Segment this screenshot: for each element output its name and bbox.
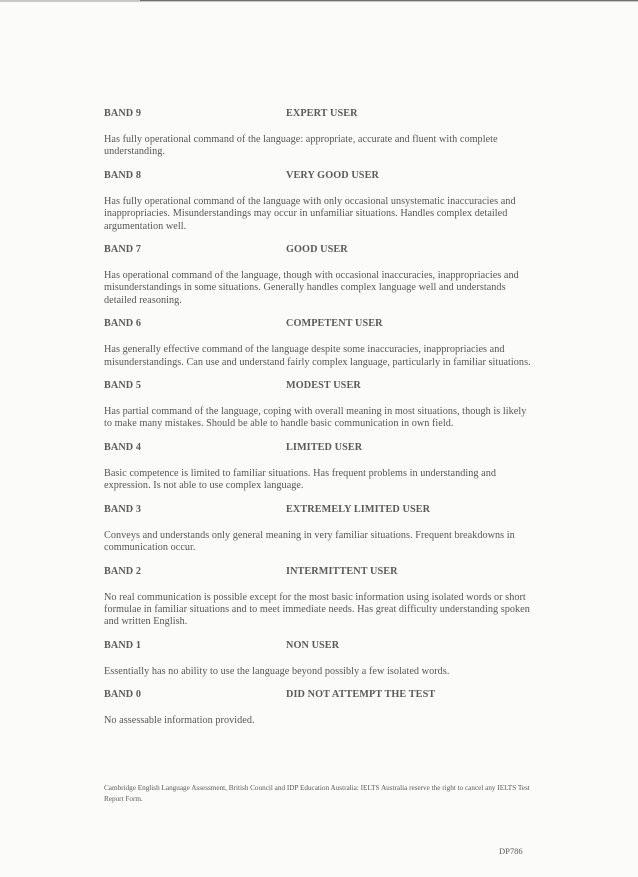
band-description: Has generally effective command of the language despite some inaccuracies, inappropriacies and misunderstandings. Can use and understand fairly complex language, particularly in familiar situations.	[104, 344, 531, 368]
band-description: No assessable information provided.	[104, 715, 255, 727]
band-user-level: INTERMITTENT USER	[286, 565, 398, 577]
band-2	[104, 566, 534, 640]
band-number: BAND 6	[104, 318, 142, 330]
band-4	[104, 442, 534, 504]
band-number: BAND 3	[104, 503, 142, 515]
band-5	[104, 380, 534, 442]
band-description: Has fully operational command of the language with only occasional unsystematic inaccuracies and inappropriacies. Misunderstandings may occur in unfamiliar situations. Handles complex detailed argumentation well.	[104, 195, 516, 232]
band-heading	[104, 108, 534, 122]
band-description: No real communication is possible except for the most basic information using isolated words or short formulae in familiar situations and to meet immediate needs. Has great difficulty understanding spoken and written English.	[104, 591, 530, 628]
footer-disclaimer: Cambridge English Language Assessment, British Council and IDP Education Australia: IELTS Australia reserve the right to cancel any IELTS Test Report Form.	[104, 784, 530, 803]
band-description: Essentially has no ability to use the language beyond possibly a few isolated words.	[104, 665, 450, 677]
band-user-level: MODEST USER	[286, 380, 361, 392]
band-user-level: COMPETENT USER	[286, 318, 383, 330]
band-number: BAND 4	[104, 441, 142, 453]
band-heading	[104, 689, 534, 703]
band-description: Basic competence is limited to familiar situations. Has frequent problems in understanding and expression. Is not able to use complex language.	[104, 467, 497, 492]
band-heading	[104, 244, 534, 258]
band-3	[104, 504, 534, 566]
band-number: BAND 5	[104, 380, 142, 392]
band-number: BAND 8	[104, 169, 142, 181]
band-user-level: EXTREMELY LIMITED USER	[286, 503, 431, 515]
band-1	[104, 640, 534, 689]
band-heading	[104, 318, 534, 332]
band-heading	[104, 170, 534, 184]
band-7	[104, 244, 534, 318]
band-heading	[104, 380, 534, 394]
band-description: Has fully operational command of the language: appropriate, accurate and fluent with complete understanding.	[104, 134, 498, 158]
band-number: BAND 1	[104, 639, 142, 651]
band-number: BAND 9	[104, 108, 142, 119]
band-user-level: GOOD USER	[286, 244, 348, 256]
band-number: BAND 0	[104, 689, 142, 701]
band-heading	[104, 640, 534, 654]
band-heading	[104, 504, 534, 518]
band-description: Conveys and understands only general meaning in very familiar situations. Frequent breakdowns in communication occur.	[104, 529, 515, 554]
band-description: Has operational command of the language, though with occasional inaccuracies, inappropriacies and misunderstandings in some situations. Generally handles complex language well and understands detailed reasoning.	[104, 270, 519, 306]
document-code: DP786	[499, 846, 523, 856]
band-user-level: DID NOT ATTEMPT THE TEST	[286, 689, 436, 701]
band-user-level: LIMITED USER	[286, 441, 363, 453]
top-edge-line	[140, 0, 638, 1]
band-user-level: EXPERT USER	[286, 108, 358, 119]
band-6	[104, 318, 534, 380]
band-number: BAND 2	[104, 565, 142, 577]
band-description: Has partial command of the language, coping with overall meaning in most situations, though is likely to make many mistakes. Should be able to handle basic communication in own field.	[104, 406, 527, 430]
band-descriptors	[104, 108, 534, 739]
band-number: BAND 7	[104, 244, 142, 256]
band-heading	[104, 442, 534, 456]
band-user-level: NON USER	[286, 639, 340, 651]
band-9	[104, 108, 534, 170]
band-user-level: VERY GOOD USER	[286, 169, 379, 181]
band-0	[104, 689, 534, 738]
band-heading	[104, 566, 534, 580]
band-8	[104, 170, 534, 244]
